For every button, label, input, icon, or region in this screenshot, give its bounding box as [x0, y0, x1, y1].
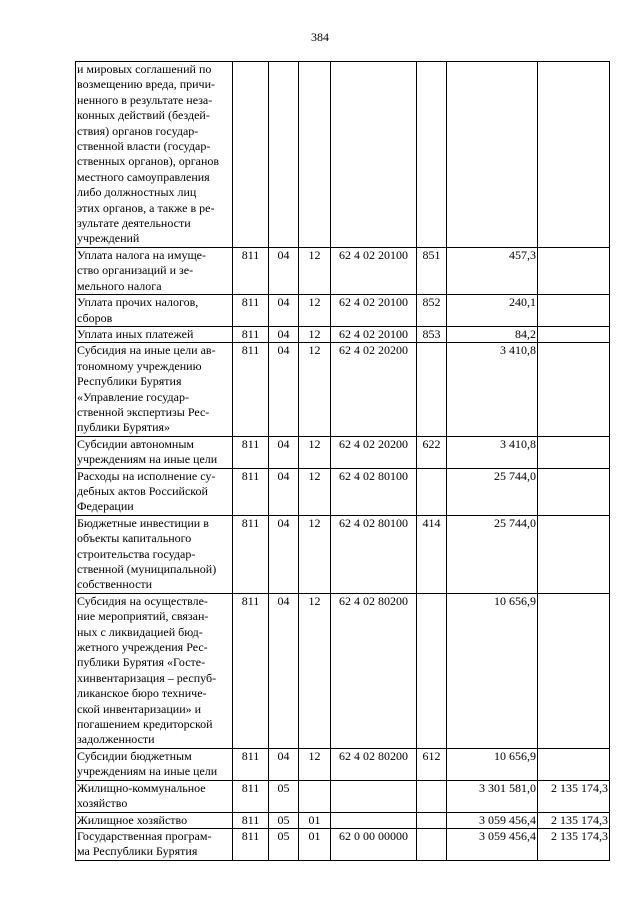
amount-cell: 240,1: [447, 295, 538, 327]
description-line: учреждений: [77, 231, 140, 246]
section-code-cell: 05: [269, 780, 299, 812]
description-cell: [76, 326, 233, 342]
table-row: [76, 828, 610, 860]
description-line: местного самоуправления: [77, 169, 210, 184]
description-line: хинвентаризация – респуб-: [77, 670, 217, 685]
section-code-cell: 04: [269, 247, 299, 294]
table-row: [76, 593, 610, 748]
subsection-code-cell: [299, 62, 331, 248]
amount-extra-cell: [538, 62, 610, 248]
table-row: [76, 343, 610, 436]
description-line: Жилищное хозяйство: [77, 812, 188, 827]
subsection-code-cell: 12: [299, 515, 331, 593]
amount-cell: 3 410,8: [447, 436, 538, 468]
description-cell: [76, 828, 233, 860]
description-line: ственных органов), органов: [77, 154, 220, 169]
section-code-cell: 04: [269, 593, 299, 748]
description-line: Субсидия на осуществле-: [77, 593, 208, 608]
target-article-cell: 62 4 02 80100: [331, 515, 417, 593]
admin-code-cell: [233, 62, 269, 248]
description-line: ликанское бюро техниче-: [77, 686, 207, 701]
table-row: [76, 812, 610, 828]
description-line: задолженности: [77, 732, 155, 747]
admin-code-cell: 811: [233, 343, 269, 436]
description-line: ненного в результате неза-: [77, 92, 213, 107]
description-line: ственной власти (государ-: [77, 139, 211, 154]
subsection-code-cell: 01: [299, 828, 331, 860]
page-number: 384: [311, 30, 329, 44]
description-line: Республики Бурятия: [77, 374, 182, 389]
amount-extra-cell: [538, 326, 610, 342]
amount-extra-cell: 2 135 174,3: [538, 828, 610, 860]
description-cell: [76, 247, 233, 294]
expense-type-cell: 414: [417, 515, 447, 593]
subsection-code-cell: [299, 780, 331, 812]
amount-cell: [447, 62, 538, 248]
section-code-cell: 04: [269, 295, 299, 327]
subsection-code-cell: 12: [299, 343, 331, 436]
admin-code-cell: 811: [233, 295, 269, 327]
amount-cell: 3 059 456,4: [447, 828, 538, 860]
table-row: [76, 748, 610, 780]
description-line: собственности: [77, 577, 153, 592]
expense-type-cell: 852: [417, 295, 447, 327]
admin-code-cell: 811: [233, 812, 269, 828]
expense-type-cell: 851: [417, 247, 447, 294]
description-line: Субсидия на иные цели ав-: [77, 343, 216, 358]
description-cell: [76, 780, 233, 812]
description-line: дебных актов Российской: [77, 483, 208, 498]
table-row: [76, 326, 610, 342]
description-line: жетного учреждения Рес-: [77, 640, 208, 655]
amount-cell: 84,2: [447, 326, 538, 342]
amount-extra-cell: [538, 515, 610, 593]
description-line: учреждениям на иные цели: [77, 764, 218, 779]
expense-type-cell: [417, 812, 447, 828]
description-line: ство организаций и зе-: [77, 263, 194, 278]
amount-extra-cell: [538, 436, 610, 468]
description-line: этих органов, а также в ре-: [77, 200, 215, 215]
description-line: конных действий (бездей-: [77, 108, 210, 123]
description-cell: [76, 343, 233, 436]
table-row: [76, 247, 610, 294]
table-row: [76, 436, 610, 468]
table-row: [76, 295, 610, 327]
amount-extra-cell: [538, 343, 610, 436]
subsection-code-cell: 12: [299, 247, 331, 294]
description-line: учреждениям на иные цели: [77, 452, 218, 467]
target-article-cell: 62 4 02 80200: [331, 593, 417, 748]
target-article-cell: 62 4 02 80100: [331, 468, 417, 515]
target-article-cell: [331, 812, 417, 828]
expense-type-cell: [417, 780, 447, 812]
description-line: мельного налога: [77, 278, 162, 293]
description-line: Бюджетные инвестиции в: [77, 515, 209, 530]
amount-cell: 3 301 581,0: [447, 780, 538, 812]
description-line: Уплата иных платежей: [77, 326, 194, 341]
amount-cell: 25 744,0: [447, 468, 538, 515]
amount-extra-cell: 2 135 174,3: [538, 780, 610, 812]
expense-type-cell: [417, 468, 447, 515]
description-cell: [76, 748, 233, 780]
section-code-cell: [269, 62, 299, 248]
description-line: Жилищно-коммунальное: [77, 780, 206, 795]
description-line: ных с ликвидацией бюд-: [77, 624, 203, 639]
amount-extra-cell: [538, 593, 610, 748]
amount-extra-cell: [538, 295, 610, 327]
description-line: и мировых соглашений по: [77, 62, 212, 76]
description-line: ние мероприятий, связан-: [77, 609, 209, 624]
description-line: хозяйство: [77, 796, 128, 811]
amount-cell: 10 656,9: [447, 593, 538, 748]
description-line: Субсидии автономным: [77, 436, 194, 451]
description-line: публики Бурятия «Госте-: [77, 655, 206, 670]
amount-extra-cell: [538, 468, 610, 515]
amount-cell: 10 656,9: [447, 748, 538, 780]
section-code-cell: 04: [269, 468, 299, 515]
description-line: ственной (муниципальной): [77, 562, 217, 576]
table-row: [76, 780, 610, 812]
subsection-code-cell: 12: [299, 436, 331, 468]
expense-type-cell: 612: [417, 748, 447, 780]
table-row: [76, 468, 610, 515]
description-line: ствия) органов государ-: [77, 123, 199, 138]
target-article-cell: 62 4 02 80200: [331, 748, 417, 780]
target-article-cell: 62 4 02 20100: [331, 326, 417, 342]
description-line: Расходы на исполнение су-: [77, 468, 216, 483]
admin-code-cell: 811: [233, 436, 269, 468]
expense-type-cell: [417, 593, 447, 748]
admin-code-cell: 811: [233, 468, 269, 515]
description-line: возмещению вреда, причи-: [77, 77, 216, 92]
section-code-cell: 04: [269, 326, 299, 342]
target-article-cell: 62 4 02 20100: [331, 295, 417, 327]
description-cell: [76, 436, 233, 468]
description-line: ственной экспертизы Рес-: [77, 404, 210, 419]
admin-code-cell: 811: [233, 748, 269, 780]
admin-code-cell: 811: [233, 247, 269, 294]
section-code-cell: 04: [269, 343, 299, 436]
description-line: зультате деятельности: [77, 216, 191, 231]
section-code-cell: 05: [269, 828, 299, 860]
admin-code-cell: 811: [233, 780, 269, 812]
description-cell: [76, 468, 233, 515]
expense-type-cell: [417, 343, 447, 436]
description-line: сборов: [77, 310, 113, 325]
amount-extra-cell: [538, 247, 610, 294]
description-line: Государственная програм-: [77, 828, 212, 843]
amount-cell: 3 410,8: [447, 343, 538, 436]
subsection-code-cell: 12: [299, 593, 331, 748]
section-code-cell: 04: [269, 515, 299, 593]
description-line: публики Бурятия»: [77, 420, 171, 435]
description-cell: [76, 62, 233, 248]
target-article-cell: 62 4 02 20200: [331, 343, 417, 436]
expense-type-cell: 853: [417, 326, 447, 342]
section-code-cell: 04: [269, 436, 299, 468]
admin-code-cell: 811: [233, 828, 269, 860]
description-line: Субсидии бюджетным: [77, 748, 192, 763]
description-line: Федерации: [77, 499, 134, 514]
section-code-cell: 05: [269, 812, 299, 828]
description-line: погашением кредиторской: [77, 717, 213, 732]
budget-table-body: [76, 62, 610, 861]
subsection-code-cell: 12: [299, 468, 331, 515]
description-line: строительства государ-: [77, 546, 196, 561]
description-cell: [76, 295, 233, 327]
subsection-code-cell: 12: [299, 326, 331, 342]
amount-cell: 3 059 456,4: [447, 812, 538, 828]
section-code-cell: 04: [269, 748, 299, 780]
subsection-code-cell: 12: [299, 748, 331, 780]
description-line: ской инвентаризации» и: [77, 701, 202, 716]
subsection-code-cell: 01: [299, 812, 331, 828]
admin-code-cell: 811: [233, 326, 269, 342]
description-line: «Управление государ-: [77, 389, 189, 404]
target-article-cell: 62 4 02 20100: [331, 247, 417, 294]
subsection-code-cell: 12: [299, 295, 331, 327]
description-line: тономному учреждению: [77, 358, 202, 373]
table-row: [76, 515, 610, 593]
target-article-cell: 62 4 02 20200: [331, 436, 417, 468]
admin-code-cell: 811: [233, 515, 269, 593]
amount-cell: 25 744,0: [447, 515, 538, 593]
amount-cell: 457,3: [447, 247, 538, 294]
table-row: [76, 62, 610, 248]
budget-table: [75, 61, 610, 861]
description-line: Уплата налога на имуще-: [77, 247, 206, 262]
description-line: либо должностных лиц: [77, 185, 197, 200]
target-article-cell: [331, 780, 417, 812]
target-article-cell: 62 0 00 00000: [331, 828, 417, 860]
expense-type-cell: [417, 62, 447, 248]
description-cell: [76, 812, 233, 828]
expense-type-cell: 622: [417, 436, 447, 468]
description-line: ма Республики Бурятия: [77, 844, 198, 859]
expense-type-cell: [417, 828, 447, 860]
target-article-cell: [331, 62, 417, 248]
description-cell: [76, 515, 233, 593]
description-line: Уплата прочих налогов,: [77, 295, 199, 310]
description-line: объекты капитального: [77, 531, 192, 546]
description-cell: [76, 593, 233, 748]
admin-code-cell: 811: [233, 593, 269, 748]
amount-extra-cell: [538, 748, 610, 780]
amount-extra-cell: 2 135 174,3: [538, 812, 610, 828]
